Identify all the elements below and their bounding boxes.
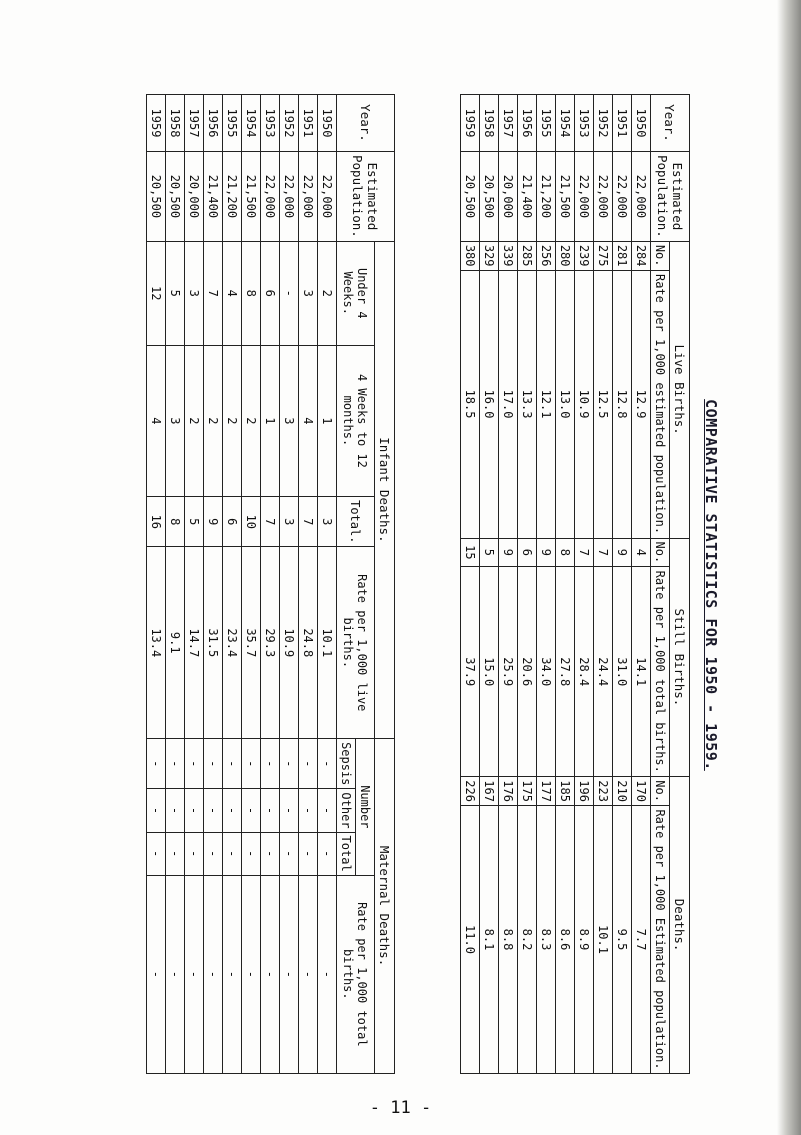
cell-d-no: 210 — [613, 777, 632, 806]
cell-d-no: 177 — [537, 777, 556, 806]
cell-m-rate: - — [166, 875, 185, 1073]
cell-under4: 5 — [166, 241, 185, 345]
cell-m-total: - — [223, 832, 242, 875]
cell-d-no: 196 — [575, 777, 594, 806]
cell-rate: 14.7 — [185, 547, 204, 739]
cell-lb-rate: 17.0 — [499, 270, 518, 538]
col-still-births-rate: Rate per 1,000 total births. — [651, 567, 670, 777]
cell-sb-rate: 28.4 — [575, 567, 594, 777]
table-row — [261, 95, 280, 1074]
cell-year: 1959 — [461, 95, 480, 152]
cell-sepsis: - — [204, 739, 223, 789]
cell-sb-no: 4 — [632, 538, 651, 567]
cell-pop: 20,000 — [185, 152, 204, 242]
cell-total: 3 — [318, 497, 337, 547]
cell-sb-rate: 27.8 — [556, 567, 575, 777]
cell-w4to12: 4 — [147, 345, 166, 496]
cell-under4: 12 — [147, 241, 166, 345]
cell-lb-rate: 13.0 — [556, 270, 575, 538]
cell-other: - — [299, 789, 318, 832]
col-deaths-rate: Rate per 1,000 Estimated population. — [651, 806, 670, 1074]
col-year: Year. — [651, 95, 690, 152]
cell-m-rate: - — [147, 875, 166, 1073]
cell-sb-rate: 37.9 — [461, 567, 480, 777]
cell-lb-rate: 12.8 — [613, 270, 632, 538]
group-maternal-deaths: Maternal Deaths. — [375, 739, 395, 1074]
cell-m-rate: - — [223, 875, 242, 1073]
cell-pop: 21,400 — [204, 152, 223, 242]
table-row — [613, 95, 632, 1074]
cell-m-rate: - — [299, 875, 318, 1073]
table-row — [556, 95, 575, 1074]
cell-lb-rate: 13.3 — [518, 270, 537, 538]
cell-lb-no: 280 — [556, 241, 575, 270]
cell-pop: 22,000 — [575, 152, 594, 242]
col-estimated-population: Estimated Population. — [337, 152, 395, 242]
table-row — [480, 95, 499, 1074]
cell-year: 1958 — [166, 95, 185, 152]
cell-m-total: - — [147, 832, 166, 875]
table-subheader-row — [651, 95, 670, 1074]
cell-w4to12: 2 — [223, 345, 242, 496]
cell-m-rate: - — [242, 875, 261, 1073]
group-deaths: Deaths. — [670, 777, 690, 1074]
cell-sb-rate: 14.1 — [632, 567, 651, 777]
cell-d-no: 223 — [594, 777, 613, 806]
cell-other: - — [242, 789, 261, 832]
cell-d-rate: 9.5 — [613, 806, 632, 1074]
cell-rate: 13.4 — [147, 547, 166, 739]
rotated-content — [0, 90, 720, 1070]
cell-sepsis: - — [147, 739, 166, 789]
infant-maternal-deaths-table — [146, 94, 395, 1074]
cell-d-rate: 8.8 — [499, 806, 518, 1074]
cell-lb-rate: 12.5 — [594, 270, 613, 538]
cell-m-rate: - — [318, 875, 337, 1073]
cell-sb-no: 9 — [613, 538, 632, 567]
cell-sb-rate: 34.0 — [537, 567, 556, 777]
cell-sepsis: - — [261, 739, 280, 789]
scan-edge-shadow — [777, 0, 801, 1135]
cell-year: 1952 — [280, 95, 299, 152]
cell-year: 1956 — [204, 95, 223, 152]
cell-total: 16 — [147, 497, 166, 547]
cell-sepsis: - — [185, 739, 204, 789]
cell-pop: 21,500 — [556, 152, 575, 242]
table-row — [518, 95, 537, 1074]
cell-total: 7 — [261, 497, 280, 547]
table-row — [632, 95, 651, 1074]
cell-w4to12: 4 — [299, 345, 318, 496]
cell-lb-rate: 16.0 — [480, 270, 499, 538]
cell-d-no: 170 — [632, 777, 651, 806]
cell-w4to12: 3 — [280, 345, 299, 496]
cell-m-total: - — [166, 832, 185, 875]
cell-sb-no: 7 — [575, 538, 594, 567]
table-row — [499, 95, 518, 1074]
col-other: Other — [337, 789, 356, 832]
cell-lb-no: 285 — [518, 241, 537, 270]
cell-rate: 35.7 — [242, 547, 261, 739]
group-maternal-number: Number — [356, 739, 375, 876]
document-title: COMPARATIVE STATISTICS FOR 1950 - 1959. — [702, 399, 720, 771]
cell-sepsis: - — [318, 739, 337, 789]
cell-w4to12: 2 — [242, 345, 261, 496]
page-number: - 11 - — [369, 1098, 432, 1118]
cell-lb-no: 281 — [613, 241, 632, 270]
cell-under4: 2 — [318, 241, 337, 345]
table-row — [299, 95, 318, 1074]
cell-rate: 24.8 — [299, 547, 318, 739]
cell-year: 1954 — [556, 95, 575, 152]
table-row — [242, 95, 261, 1074]
cell-total: 8 — [166, 497, 185, 547]
cell-pop: 22,000 — [632, 152, 651, 242]
cell-sepsis: - — [166, 739, 185, 789]
cell-pop: 20,000 — [499, 152, 518, 242]
cell-m-total: - — [299, 832, 318, 875]
cell-lb-no: 275 — [594, 241, 613, 270]
cell-year: 1959 — [147, 95, 166, 152]
cell-m-total: - — [318, 832, 337, 875]
cell-year: 1950 — [632, 95, 651, 152]
cell-sb-no: 6 — [518, 538, 537, 567]
cell-pop: 22,000 — [318, 152, 337, 242]
cell-d-rate: 11.0 — [461, 806, 480, 1074]
cell-year: 1952 — [594, 95, 613, 152]
cell-w4to12: 1 — [318, 345, 337, 496]
cell-lb-no: 284 — [632, 241, 651, 270]
cell-under4: 7 — [204, 241, 223, 345]
cell-sb-rate: 24.4 — [594, 567, 613, 777]
cell-other: - — [185, 789, 204, 832]
cell-sb-no: 15 — [461, 538, 480, 567]
cell-sepsis: - — [223, 739, 242, 789]
col-infant-rate: Rate per 1,000 live births. — [337, 547, 375, 739]
cell-year: 1955 — [223, 95, 242, 152]
col-still-births-no: No. — [651, 538, 670, 567]
col-live-births-no: No. — [651, 241, 670, 270]
group-live-births: Live Births. — [670, 241, 690, 538]
cell-year: 1954 — [242, 95, 261, 152]
cell-m-rate: - — [261, 875, 280, 1073]
cell-pop: 20,500 — [147, 152, 166, 242]
cell-under4: 3 — [299, 241, 318, 345]
group-still-births: Still Births. — [670, 538, 690, 777]
cell-lb-rate: 10.9 — [575, 270, 594, 538]
cell-year: 1953 — [261, 95, 280, 152]
cell-rate: 10.9 — [280, 547, 299, 739]
cell-pop: 22,000 — [299, 152, 318, 242]
cell-m-total: - — [185, 832, 204, 875]
cell-year: 1951 — [613, 95, 632, 152]
deaths-table-body — [147, 95, 337, 1074]
cell-d-no: 175 — [518, 777, 537, 806]
col-4-weeks-to-12-months: 4 Weeks to 12 months. — [337, 345, 375, 496]
col-maternal-total: Total — [337, 832, 356, 875]
cell-lb-no: 329 — [480, 241, 499, 270]
cell-sb-no: 8 — [556, 538, 575, 567]
cell-sb-rate: 25.9 — [499, 567, 518, 777]
cell-sb-no: 7 — [594, 538, 613, 567]
cell-pop: 22,000 — [613, 152, 632, 242]
cell-m-total: - — [204, 832, 223, 875]
table-row — [147, 95, 166, 1074]
cell-year: 1956 — [518, 95, 537, 152]
cell-d-rate: 8.6 — [556, 806, 575, 1074]
table-row — [594, 95, 613, 1074]
cell-lb-rate: 18.5 — [461, 270, 480, 538]
cell-w4to12: 2 — [204, 345, 223, 496]
cell-d-rate: 8.3 — [537, 806, 556, 1074]
cell-lb-no: 380 — [461, 241, 480, 270]
cell-lb-no: 256 — [537, 241, 556, 270]
cell-d-rate: 8.9 — [575, 806, 594, 1074]
cell-other: - — [318, 789, 337, 832]
cell-d-rate: 8.1 — [480, 806, 499, 1074]
cell-d-rate: 10.1 — [594, 806, 613, 1074]
table-row — [185, 95, 204, 1074]
cell-under4: - — [280, 241, 299, 345]
cell-rate: 31.5 — [204, 547, 223, 739]
cell-pop: 21,200 — [223, 152, 242, 242]
cell-total: 3 — [280, 497, 299, 547]
table-header-row — [375, 95, 395, 1074]
cell-sepsis: - — [280, 739, 299, 789]
table-row — [537, 95, 556, 1074]
cell-m-rate: - — [204, 875, 223, 1073]
cell-pop: 21,200 — [537, 152, 556, 242]
cell-pop: 21,400 — [518, 152, 537, 242]
cell-pop: 21,500 — [242, 152, 261, 242]
cell-year: 1958 — [480, 95, 499, 152]
cell-under4: 8 — [242, 241, 261, 345]
table-subheader-row — [356, 95, 375, 1074]
cell-rate: 23.4 — [223, 547, 242, 739]
cell-under4: 3 — [185, 241, 204, 345]
cell-other: - — [204, 789, 223, 832]
table-row — [461, 95, 480, 1074]
col-infant-total: Total. — [337, 497, 375, 547]
col-sepsis: Sepsis — [337, 739, 356, 789]
cell-m-rate: - — [280, 875, 299, 1073]
cell-sepsis: - — [299, 739, 318, 789]
cell-other: - — [223, 789, 242, 832]
cell-lb-no: 239 — [575, 241, 594, 270]
cell-sb-no: 5 — [480, 538, 499, 567]
cell-pop: 22,000 — [594, 152, 613, 242]
cell-under4: 6 — [261, 241, 280, 345]
cell-lb-no: 339 — [499, 241, 518, 270]
cell-total: 7 — [299, 497, 318, 547]
table-row — [223, 95, 242, 1074]
births-deaths-table — [460, 94, 690, 1074]
rotated-content-inner — [80, 90, 720, 1080]
table-row — [318, 95, 337, 1074]
cell-lb-rate: 12.9 — [632, 270, 651, 538]
cell-year: 1957 — [499, 95, 518, 152]
cell-d-rate: 8.2 — [518, 806, 537, 1074]
col-under-4-weeks: Under 4 Weeks. — [337, 241, 375, 345]
cell-lb-rate: 12.1 — [537, 270, 556, 538]
cell-year: 1955 — [537, 95, 556, 152]
table-header-row — [670, 95, 690, 1074]
cell-pop: 22,000 — [261, 152, 280, 242]
cell-w4to12: 3 — [166, 345, 185, 496]
cell-year: 1950 — [318, 95, 337, 152]
table-row — [575, 95, 594, 1074]
cell-pop: 20,500 — [166, 152, 185, 242]
table-row — [280, 95, 299, 1074]
cell-other: - — [280, 789, 299, 832]
cell-other: - — [147, 789, 166, 832]
cell-rate: 29.3 — [261, 547, 280, 739]
cell-m-total: - — [261, 832, 280, 875]
cell-rate: 9.1 — [166, 547, 185, 739]
cell-sb-rate: 31.0 — [613, 567, 632, 777]
cell-sb-rate: 20.6 — [518, 567, 537, 777]
cell-under4: 4 — [223, 241, 242, 345]
cell-year: 1957 — [185, 95, 204, 152]
cell-total: 9 — [204, 497, 223, 547]
cell-d-no: 185 — [556, 777, 575, 806]
cell-w4to12: 1 — [261, 345, 280, 496]
cell-d-no: 176 — [499, 777, 518, 806]
cell-m-total: - — [242, 832, 261, 875]
cell-d-no: 167 — [480, 777, 499, 806]
table-row — [166, 95, 185, 1074]
table-row — [204, 95, 223, 1074]
cell-year: 1951 — [299, 95, 318, 152]
cell-sb-no: 9 — [537, 538, 556, 567]
cell-d-no: 226 — [461, 777, 480, 806]
col-maternal-rate: Rate per 1,000 total births. — [337, 875, 375, 1073]
cell-pop: 20,500 — [480, 152, 499, 242]
cell-w4to12: 2 — [185, 345, 204, 496]
cell-pop: 22,000 — [280, 152, 299, 242]
cell-other: - — [261, 789, 280, 832]
cell-m-rate: - — [185, 875, 204, 1073]
cell-sepsis: - — [242, 739, 261, 789]
cell-sb-rate: 15.0 — [480, 567, 499, 777]
cell-total: 5 — [185, 497, 204, 547]
cell-total: 6 — [223, 497, 242, 547]
col-year: Year. — [337, 95, 395, 152]
births-table-body — [461, 95, 651, 1074]
cell-year: 1953 — [575, 95, 594, 152]
col-deaths-no: No. — [651, 777, 670, 806]
cell-d-rate: 7.7 — [632, 806, 651, 1074]
cell-rate: 10.1 — [318, 547, 337, 739]
cell-pop: 20,500 — [461, 152, 480, 242]
group-infant-deaths: Infant Deaths. — [375, 241, 395, 738]
cell-sb-no: 9 — [499, 538, 518, 567]
cell-m-total: - — [280, 832, 299, 875]
col-live-births-rate: Rate per 1,000 estimated population. — [651, 270, 670, 538]
cell-total: 10 — [242, 497, 261, 547]
cell-other: - — [166, 789, 185, 832]
col-estimated-population: Estimated Population. — [651, 152, 690, 242]
